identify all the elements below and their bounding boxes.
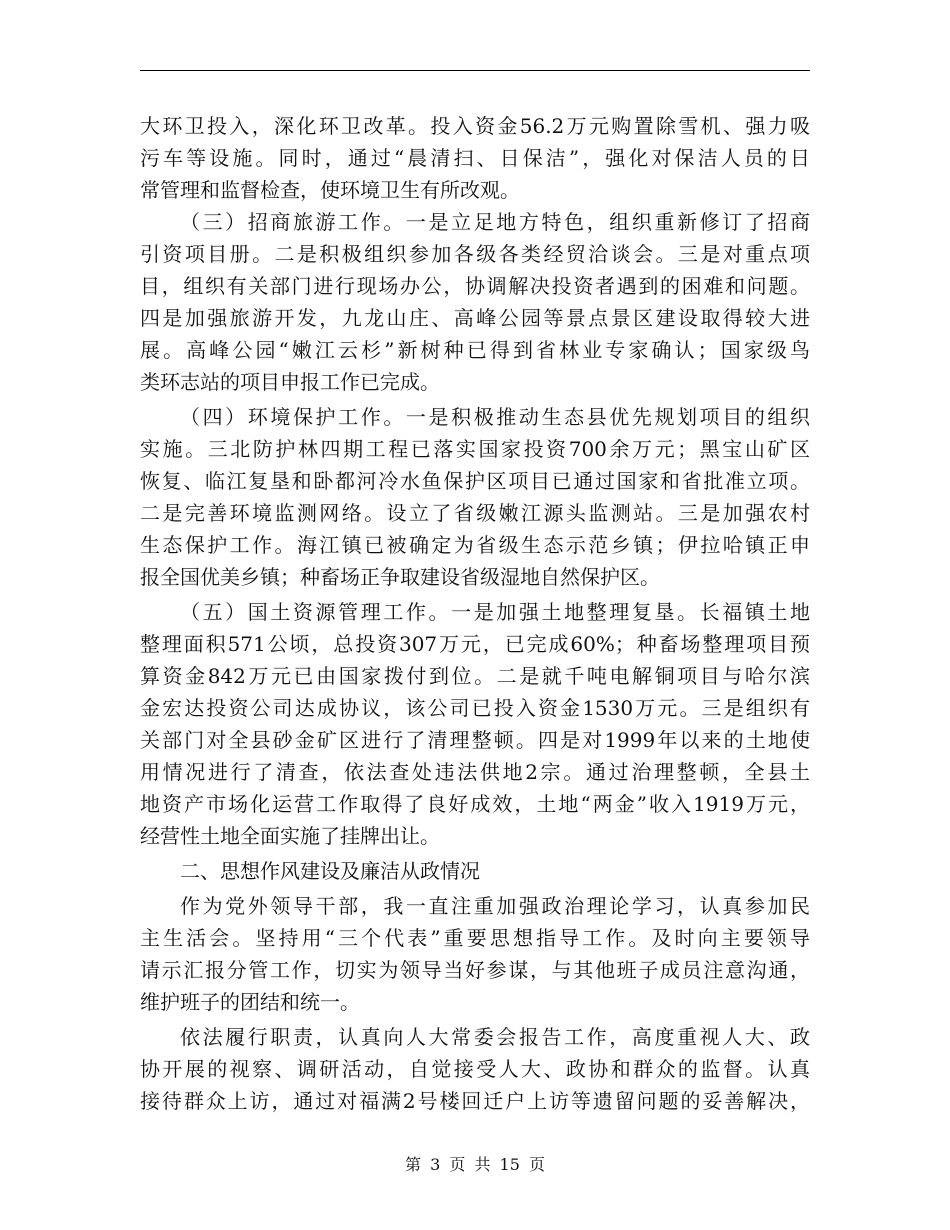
- text-line: 金宏达投资公司达成协议，该公司已投入资金1530万元。三是组织有: [140, 696, 810, 720]
- text-line: （三）招商旅游工作。一是立足地方特色，组织重新修订了招商: [180, 210, 810, 234]
- page-footer: 第 3 页 共 15 页: [405, 1155, 545, 1174]
- text-line: 请示汇报分管工作，切实为领导当好参谋，与其他班子成员注意沟通，: [140, 958, 810, 982]
- text-line: 接待群众上访，通过对福满2号楼回迁户上访等遗留问题的妥善解决，: [140, 1089, 810, 1113]
- text-line: 主生活会。坚持用“三个代表”重要思想指导工作。及时向主要领导: [140, 926, 810, 950]
- text-line: 恢复、临江复垦和卧都河冷水鱼保护区项目已通过国家和省批准立项。: [140, 469, 810, 493]
- text-line: 四是加强旅游开发，九龙山庄、高峰公园等景点景区建设取得较大进: [140, 306, 810, 330]
- text-line: 污车等设施。同时，通过“晨清扫、日保洁”，强化对保洁人员的日: [140, 146, 810, 170]
- text-line: 常管理和监督检查，使环境卫生有所改观。: [140, 178, 520, 202]
- text-line: 实施。三北防护林四期工程已落实国家投资700余万元；黑宝山矿区: [140, 437, 810, 461]
- text-line: 用情况进行了清查，依法查处违法供地2宗。通过治理整顿，全县土: [140, 760, 810, 784]
- text-line: 生态保护工作。海江镇已被确定为省级生态示范乡镇；伊拉哈镇正申: [140, 533, 810, 557]
- text-line: （五）国土资源管理工作。一是加强土地整理复垦。长福镇土地: [180, 600, 810, 624]
- text-line: 展。高峰公园“嫩江云杉”新树种已得到省林业专家确认；国家级鸟: [140, 338, 810, 362]
- text-line: 大环卫投入，深化环卫改革。投入资金56.2万元购置除雪机、强力吸: [140, 114, 810, 138]
- text-line: 引资项目册。二是积极组织参加各级各类经贸洽谈会。三是对重点项: [140, 242, 810, 266]
- text-line: 整理面积571公顷，总投资307万元，已完成60%；种畜场整理项目预: [140, 632, 810, 656]
- text-line: 经营性土地全面实施了挂牌出让。: [140, 824, 440, 848]
- text-line: 依法履行职责，认真向人大常委会报告工作，高度重视人大、政: [180, 1025, 810, 1049]
- text-line: 类环志站的项目申报工作已完成。: [140, 370, 440, 394]
- header-rule: [140, 70, 810, 71]
- text-line: 维护班子的团结和统一。: [140, 990, 360, 1014]
- text-line: 地资产市场化运营工作取得了良好成效，土地“两金”收入1919万元，: [140, 792, 810, 816]
- section-heading: 二、思想作风建设及廉洁从政情况: [180, 859, 480, 883]
- text-line: 算资金842万元已由国家拨付到位。二是就千吨电解铜项目与哈尔滨: [140, 664, 810, 688]
- text-line: 二是完善环境监测网络。设立了省级嫩江源头监测站。三是加强农村: [140, 501, 810, 525]
- text-line: 作为党外领导干部，我一直注重加强政治理论学习，认真参加民: [180, 894, 810, 918]
- text-line: （四）环境保护工作。一是积极推动生态县优先规划项目的组织: [180, 405, 810, 429]
- text-line: 协开展的视察、调研活动，自觉接受人大、政协和群众的监督。认真: [140, 1057, 810, 1081]
- text-line: 报全国优美乡镇；种畜场正争取建设省级湿地自然保护区。: [140, 565, 660, 589]
- text-line: 目，组织有关部门进行现场办公，协调解决投资者遇到的困难和问题。: [140, 274, 810, 298]
- text-line: 关部门对全县砂金矿区进行了清理整顿。四是对1999年以来的土地使: [140, 728, 810, 752]
